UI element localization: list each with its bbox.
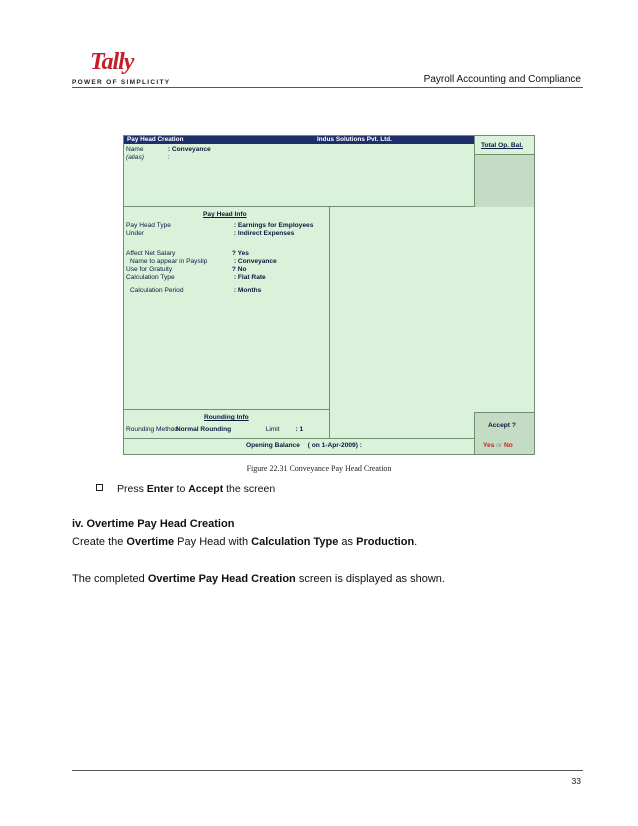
accept-dialog [474,412,534,454]
accept-prompt: Accept ? [488,422,516,429]
calculation-period-row[interactable] [130,287,261,294]
under-label: Under [126,230,144,237]
opening-balance-row[interactable] [246,442,362,449]
p1-c: Pay Head with [174,536,252,548]
total-op-bal-panel [474,136,534,207]
tally-logo [72,49,171,87]
calculation-type-label: Calculation Type [126,274,175,281]
limit-label: Limit [265,426,280,433]
p2-b: Overtime Pay Head Creation [147,573,296,585]
bullet-square-icon [96,484,103,491]
page-number: 33 [571,776,581,786]
calculation-period-label: Calculation Period [130,287,184,294]
bullet-text-accept: Accept [188,483,224,495]
p1-f: Production [356,536,415,548]
figure-caption: Figure 22.31 Conveyance Pay Head Creation [246,464,392,473]
p2-c: screen is displayed as shown. [295,573,445,585]
affect-net-salary-label: Affect Net Salary [126,250,176,257]
rounding-method-label: Rounding Method [126,426,179,433]
p1-a: Create the [72,536,127,548]
name-in-payslip-value[interactable]: : Conveyance [233,258,277,265]
alias-row[interactable] [126,154,170,161]
p1-g: . [414,536,418,548]
rounding-method-row[interactable] [126,426,303,433]
limit-value[interactable]: : 1 [295,426,304,433]
paragraph-completed [72,573,445,585]
rounding-info-title: Rounding Info [204,414,249,421]
use-for-gratuity-label: Use for Gratuity [126,266,173,273]
company-name: Indus Solutions Pvt. Ltd. [317,136,392,143]
page-header-title: Payroll Accounting and Compliance [423,74,581,85]
p1-e: as [338,536,357,548]
pay-head-type-value[interactable]: : Earnings for Employees [233,222,314,229]
opening-balance-bar [124,438,474,454]
instruction-bullet [96,483,275,495]
name-in-payslip-label: Name to appear in Payslip [130,258,208,265]
section-heading: iv. Overtime Pay Head Creation [72,518,235,530]
under-value[interactable]: : Indirect Expenses [233,230,295,237]
bullet-text-press: Press [117,483,147,495]
bullet-text-to: to [173,483,189,495]
name-panel [124,144,474,207]
rounding-divider [124,409,329,410]
no-option[interactable]: No [503,442,513,449]
bullet-text-enter: Enter [146,483,174,495]
pay-head-type-label: Pay Head Type [126,222,171,229]
screen-title-bar [124,136,474,144]
header-divider [72,87,583,88]
or-text: or [496,442,503,449]
total-op-bal-area [475,154,534,207]
pay-head-type-row[interactable] [126,222,313,229]
use-for-gratuity-row[interactable] [126,266,247,273]
p1-b: Overtime [126,536,175,548]
paragraph-create [72,536,417,548]
pay-head-creation-screen [123,135,535,455]
screen-title: Pay Head Creation [127,136,184,143]
opening-balance-date: ( on 1-Apr-2009) : [307,442,362,449]
alias-value[interactable]: : [167,154,170,161]
under-row[interactable] [126,230,294,237]
logo-tagline: POWER OF SIMPLICITY [72,79,171,86]
opening-balance-label: Opening Balance [246,442,300,449]
p1-d: Calculation Type [251,536,339,548]
name-row[interactable] [126,146,211,153]
affect-net-salary-value[interactable]: ? Yes [231,250,249,257]
alias-label: (alias) [126,154,144,161]
calculation-period-value[interactable]: : Months [233,287,262,294]
p2-a: The completed [72,573,148,585]
footer-divider [72,770,583,771]
use-for-gratuity-value[interactable]: ? No [231,266,247,273]
pay-head-info-title: Pay Head Info [203,211,247,218]
rounding-method-value[interactable]: : Normal Rounding [171,426,232,433]
name-label: Name [126,146,144,153]
affect-net-salary-row[interactable] [126,250,249,257]
accept-options [483,442,513,449]
yes-option[interactable]: Yes [483,442,495,449]
logo-wordmark: Tally [90,49,134,75]
panel-divider [329,206,330,439]
calculation-type-value[interactable]: : Flat Rate [233,274,266,281]
calculation-type-row[interactable] [126,274,266,281]
name-in-payslip-row[interactable] [130,258,277,265]
total-op-bal-label: Total Op. Bal. [481,142,524,149]
name-value[interactable]: : Conveyance [167,146,211,153]
bullet-text-rest: the screen [223,483,276,495]
